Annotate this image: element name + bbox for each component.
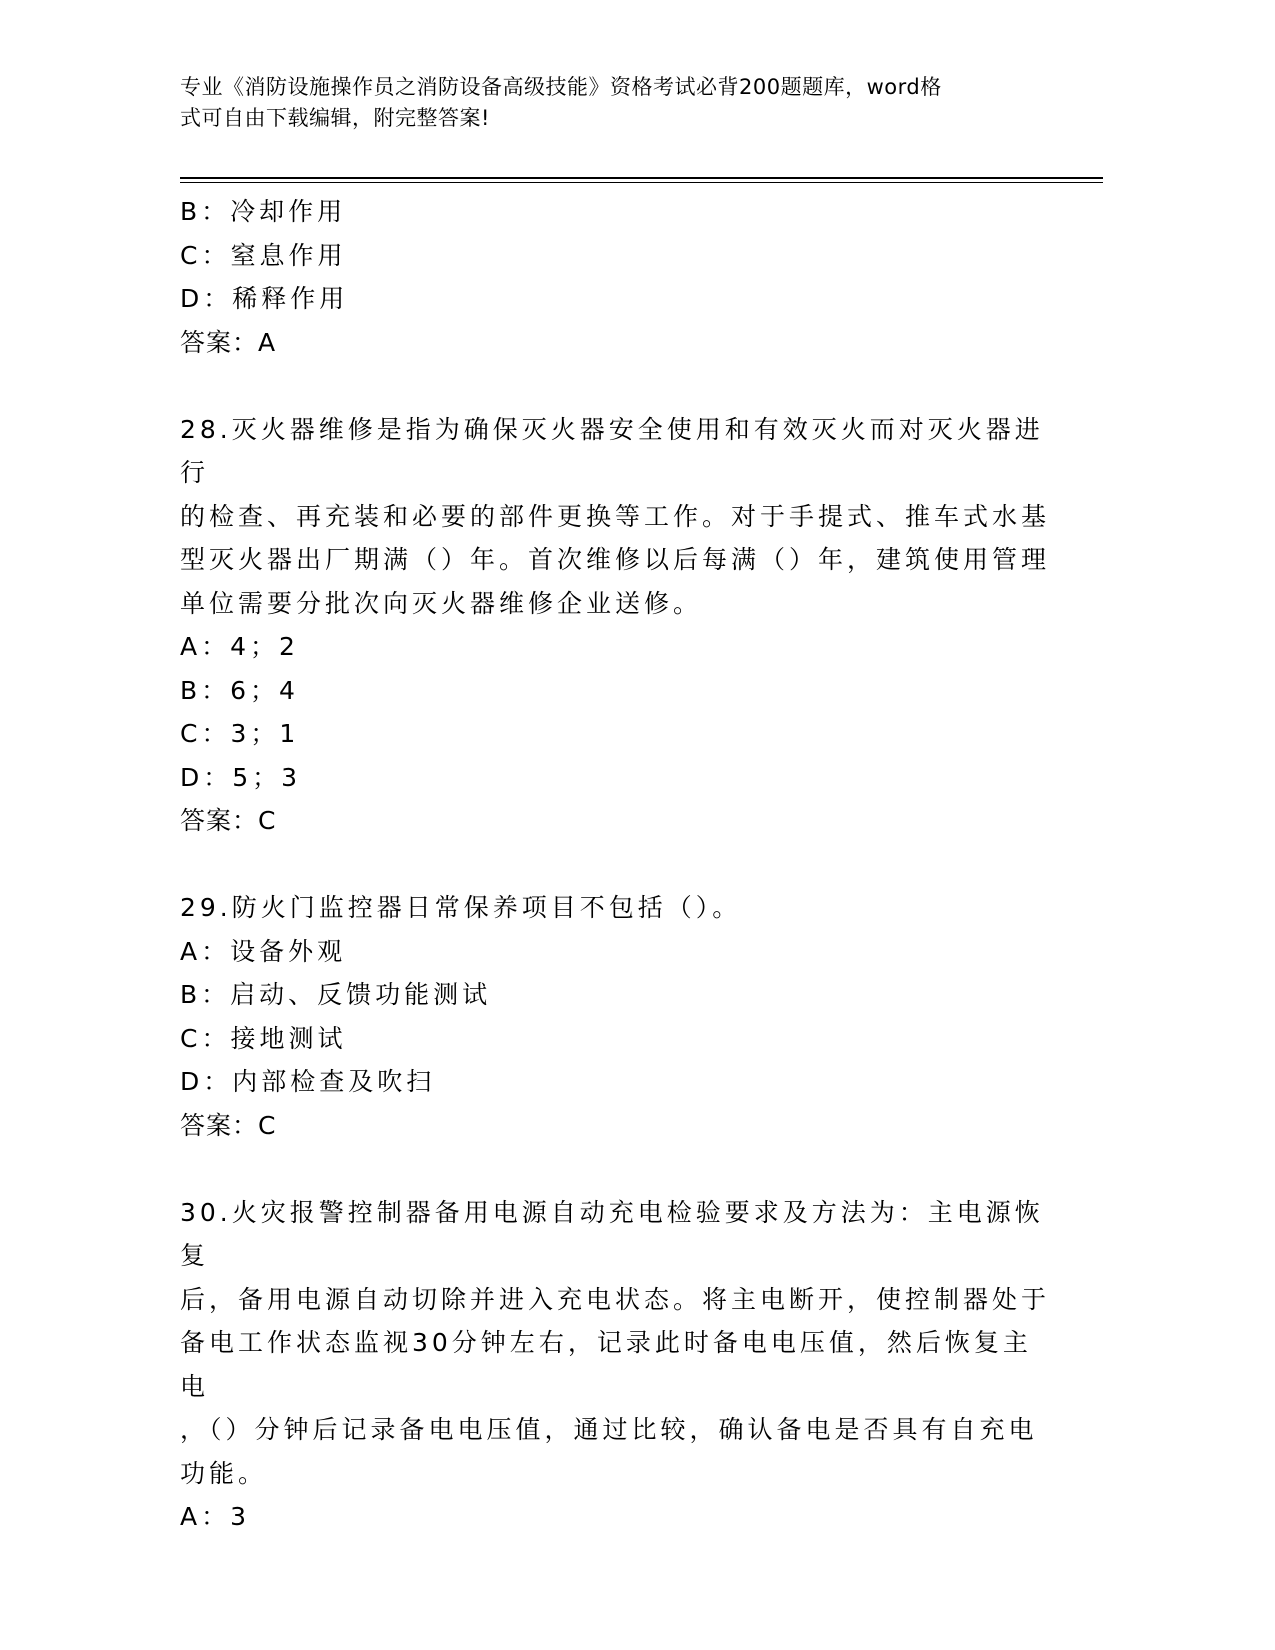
option-c: C：窒息作用 [180,240,347,270]
header-rule-thick [180,177,1103,179]
question-stem-line: 功能。 [180,1458,268,1488]
header-line-1: 专业《消防设施操作员之消防设备高级技能》资格考试必背200题题库，word格 [180,75,942,99]
question-stem-line: 单位需要分批次向灭火器维修企业送修。 [180,588,703,618]
question-28 [180,408,1060,843]
option-a: A：3 [180,1502,251,1531]
header-line-2: 式可自由下载编辑，附完整答案! [180,106,490,130]
question-stem-line: 28.灭火器维修是指为确保灭火器安全使用和有效灭火而对灭火器进行 [180,414,1044,487]
question-content [180,190,1060,1539]
option-c: C：3；1 [180,719,300,748]
answer: 答案：C [180,1110,277,1140]
option-d: D：稀释作用 [180,284,349,313]
question-stem-line: 30.火灾报警控制器备用电源自动充电检验要求及方法为：主电源恢复 [180,1197,1044,1270]
question-29 [180,886,1060,1147]
option-b: B：6；4 [180,675,299,705]
option-b: B：冷却作用 [180,197,347,226]
question-stem-line: ，（）分钟后记录备电电压值，通过比较，确认备电是否具有自充电 [180,1415,1038,1444]
header-rule-thin [180,182,1103,183]
question-stem-line: 后，备用电源自动切除并进入充电状态。将主电断开，使控制器处于 [180,1284,1051,1314]
option-a: A：设备外观 [180,936,347,966]
question-stem-line: 的检查、再充装和必要的部件更换等工作。对于手提式、推车式水基 [180,501,1051,531]
spacer [180,364,1060,408]
option-b: B：启动、反馈功能测试 [180,980,492,1009]
option-d: D：内部检查及吹扫 [180,1067,436,1096]
option-a: A：4；2 [180,632,299,661]
spacer [180,843,1060,887]
question-stem-line: 29.防火门监控器日常保养项目不包括（）。 [180,893,742,922]
question-stem-line: 备电工作状态监视30分钟左右，记录此时备电电压值，然后恢复主电 [180,1328,1032,1401]
answer: 答案：A [180,327,277,357]
prev-question [180,190,1060,364]
question-stem-line: 型灭火器出厂期满（）年。首次维修以后每满（）年，建筑使用管理 [180,545,1051,574]
answer: 答案：C [180,806,277,835]
option-c: C：接地测试 [180,1023,347,1053]
question-30 [180,1191,1060,1539]
spacer [180,1147,1060,1191]
document-header [180,72,1050,134]
option-d: D：5；3 [180,762,302,792]
